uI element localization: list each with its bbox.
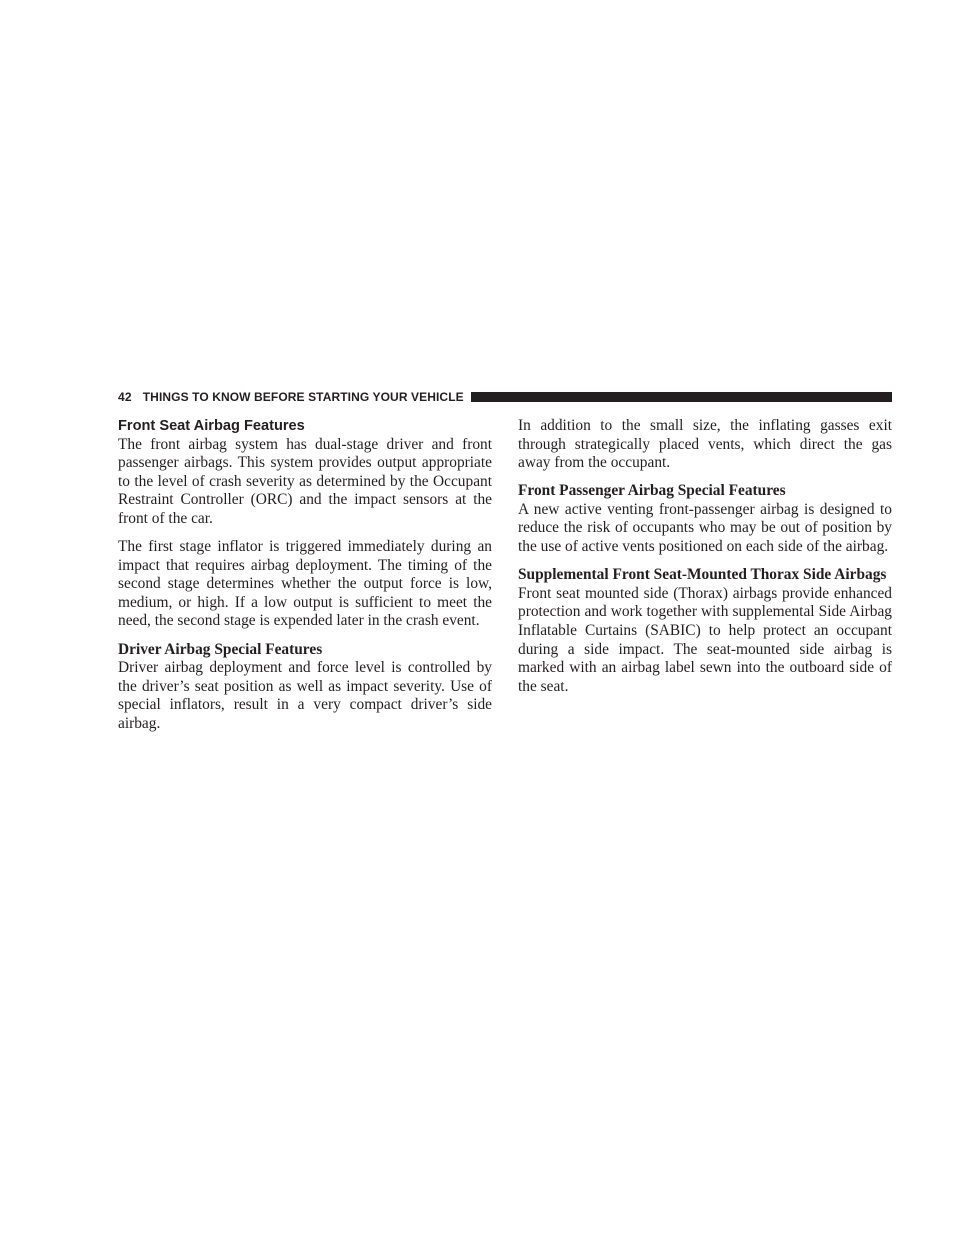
right-column [518, 417, 892, 706]
chapter-title: THINGS TO KNOW BEFORE STARTING YOUR VEHICLE [142, 390, 464, 404]
front-seat-airbag-heading: Front Seat Airbag Features [118, 418, 305, 434]
driver-airbag-heading: Driver Airbag Special Features [118, 640, 323, 658]
page-number: 42 [118, 390, 132, 404]
passenger-airbag-section [518, 482, 892, 556]
passenger-airbag-paragraph: A new active venting front-passenger airbag is designed to reduce the risk of occupants who may be out of position by the use of active vents positioned on each side of the airbag. [518, 500, 892, 556]
driver-airbag-paragraph: Driver airbag deployment and force level is controlled by the driver’s seat position as well as impact severity. Use of special inflators, result in a very compact driver’s side airbag. [118, 659, 492, 732]
driver-airbag-section [118, 641, 492, 734]
passenger-airbag-heading: Front Passenger Airbag Special Features [518, 482, 786, 500]
header-rule [471, 392, 892, 402]
left-column [118, 417, 492, 743]
page-header [118, 389, 892, 405]
thorax-airbag-paragraph: Front seat mounted side (Thorax) airbags provide enhanced protection and work together with supplemental Side Airbag Inflatable Curtains (SABIC) to help protect an occupant during a side impact. The seat-mounted side airbag is marked with an airbag label sewn into the outboard side of the seat. [518, 584, 892, 695]
thorax-airbag-heading: Supplemental Front Seat-Mounted Thorax Side Airbags [518, 566, 887, 584]
driver-airbag-paragraph-continued: In addition to the small size, the inflating gasses exit through strategically placed vents, which direct the gas away from the occupant. [518, 417, 892, 472]
front-seat-airbag-paragraph-1: The front airbag system has dual-stage driver and front passenger airbags. This system provides output appropriate to the level of crash severity as determined by the Occupant Restraint Controller (ORC) and the impact sensors at the front of the car. [118, 435, 492, 527]
thorax-airbag-section [518, 566, 892, 696]
front-seat-airbag-paragraph-2: The first stage inflator is triggered immediately during an impact that requires airbag deployment. The timing of the second stage determines whether the output force is low, medium, or high. If a low output is sufficient to meet the need, the second stage is expended later in the crash event. [118, 538, 492, 630]
